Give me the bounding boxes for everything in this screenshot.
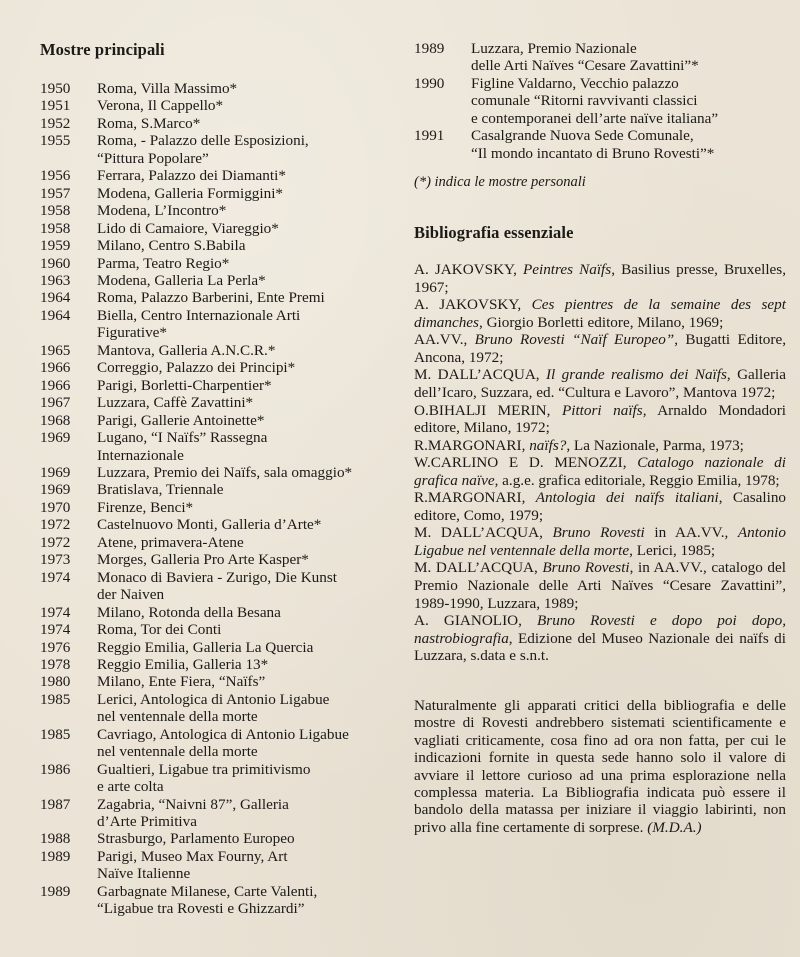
- exhibition-description: Reggio Emilia, Galleria La Quercia: [97, 638, 314, 656]
- exhibition-row: [40, 883, 395, 918]
- exhibition-description: Modena, Galleria La Perla*: [97, 271, 266, 289]
- exhibition-row: [40, 342, 395, 359]
- exhibition-description: Parigi, Museo Max Fourny, Art Naïve Italienne: [97, 847, 288, 883]
- exhibition-description: Luzzara, Premio dei Naïfs, sala omaggio*: [97, 463, 353, 481]
- exhibition-row: [40, 289, 395, 306]
- bibliography-title: Bruno Rovesti “Naïf Europeo”: [474, 331, 675, 349]
- exhibition-description: Roma, S.Marco*: [97, 114, 201, 132]
- exhibition-year: 1973: [40, 551, 71, 569]
- exhibitions-heading: Mostre principali: [40, 40, 165, 59]
- exhibition-row: [40, 202, 395, 219]
- exhibition-description: Reggio Emilia, Galleria 13*: [97, 655, 269, 673]
- exhibition-year: 1974: [40, 621, 71, 639]
- exhibition-year: 1966: [40, 376, 71, 394]
- bibliography-title: Bruno Rovesti e dopo poi dopo, nastrobiografia: [414, 612, 786, 647]
- exhibition-row: [40, 377, 395, 394]
- exhibition-description: Milano, Ente Fiera, “Naïfs”: [97, 673, 266, 691]
- exhibition-row: [40, 412, 395, 429]
- exhibition-row: [40, 848, 395, 883]
- exhibition-year: 1985: [40, 690, 71, 708]
- bibliography-author: M. DALL’ACQUA,: [414, 524, 553, 542]
- exhibition-row: [40, 569, 395, 604]
- exhibition-description: Ferrara, Palazzo dei Diamanti*: [97, 167, 286, 185]
- exhibition-row: [414, 127, 786, 162]
- exhibition-row: [40, 551, 395, 568]
- exhibition-year: 1989: [40, 882, 71, 900]
- exhibition-row: [40, 726, 395, 761]
- bibliography-author: R.MARGONARI,: [414, 489, 536, 507]
- exhibition-year: 1952: [40, 114, 71, 132]
- bibliography-title: Bruno Rovesti: [542, 559, 630, 577]
- bibliography-author: W.CARLINO E D. MENOZZI,: [414, 454, 638, 472]
- exhibition-year: 1955: [40, 132, 71, 150]
- exhibition-description: Milano, Rotonda della Besana: [97, 603, 281, 621]
- exhibition-year: 1988: [40, 830, 71, 848]
- exhibition-description: Verona, Il Cappello*: [97, 97, 224, 115]
- exhibition-description: Lido di Camaiore, Viareggio*: [97, 219, 279, 237]
- exhibition-description: Garbagnate Milanese, Carte Valenti, “Ligabue tra Rovesti e Ghizzardi”: [97, 882, 318, 918]
- exhibition-row: [40, 499, 395, 516]
- bibliography-rest: , Bugatti Editore, Ancona, 1972;: [414, 331, 786, 366]
- exhibition-year: 1972: [40, 533, 71, 551]
- bibliography-title: Peintres Naïfs: [522, 261, 612, 279]
- exhibition-year: 1989: [414, 40, 445, 57]
- exhibition-description: Parigi, Gallerie Antoinette*: [97, 411, 265, 429]
- bibliography-heading: Bibliografia essenziale: [414, 223, 574, 243]
- bibliography-entry: [414, 612, 786, 665]
- exhibition-description: Casalgrande Nuova Sede Comunale, “Il mondo incantato di Bruno Rovesti”*: [471, 127, 715, 162]
- closing-paragraph: [414, 697, 786, 837]
- exhibition-year: 1964: [40, 289, 71, 307]
- bibliography-title: Antologia dei naïfs italiani: [535, 489, 719, 507]
- exhibition-row: [40, 796, 395, 831]
- exhibition-year: 1968: [40, 411, 71, 429]
- exhibition-description: Modena, L’Incontro*: [97, 202, 227, 220]
- closing-signature: (M.D.A.): [647, 818, 702, 836]
- exhibition-year: 1989: [40, 847, 71, 865]
- exhibition-year: 1990: [414, 74, 445, 92]
- exhibition-description: Strasburgo, Parlamento Europeo: [97, 830, 295, 848]
- exhibition-row: [414, 75, 786, 127]
- exhibition-year: 1969: [40, 481, 71, 499]
- exhibition-year: 1980: [40, 673, 71, 691]
- bibliography-rest: , a.g.e. grafica editoriale, Reggio Emilia, 1978;: [494, 471, 780, 489]
- left-column: [40, 40, 395, 918]
- exhibition-description: Mantova, Galleria A.N.C.R.*: [97, 341, 276, 359]
- bibliography-entry: [414, 402, 786, 437]
- exhibition-year: 1974: [40, 603, 71, 621]
- exhibition-description: Gualtieri, Ligabue tra primitivismo e arte colta: [97, 760, 311, 796]
- exhibition-row: [40, 115, 395, 132]
- bibliography-rest: in AA.VV.,: [644, 524, 738, 542]
- exhibition-description: Modena, Galleria Formiggini*: [97, 184, 284, 202]
- bibliography-author: R.MARGONARI,: [414, 436, 530, 454]
- exhibitions-list-continued: [414, 40, 786, 162]
- exhibition-row: [40, 359, 395, 376]
- exhibition-year: 1987: [40, 795, 71, 813]
- exhibition-description: Milano, Centro S.Babila: [97, 237, 246, 255]
- exhibition-year: 1965: [40, 341, 71, 359]
- exhibition-row: [40, 534, 395, 551]
- bibliography-list: [414, 261, 786, 665]
- exhibition-year: 1959: [40, 237, 71, 255]
- exhibition-description: Parma, Teatro Regio*: [97, 254, 230, 272]
- exhibition-row: [40, 464, 395, 481]
- exhibition-row: [40, 80, 395, 97]
- exhibition-row: [40, 185, 395, 202]
- exhibition-description: Castelnuovo Monti, Galleria d’Arte*: [97, 516, 322, 534]
- exhibition-description: Roma, Palazzo Barberini, Ente Premi: [97, 289, 325, 307]
- exhibition-row: [40, 307, 395, 342]
- exhibition-year: 1960: [40, 254, 71, 272]
- bibliography-rest: , Casalino editore, Como, 1979;: [414, 489, 787, 524]
- bibliography-entry: [414, 366, 786, 401]
- personal-exhibitions-note: (*) indica le mostre personali: [414, 174, 586, 191]
- exhibition-description: Correggio, Palazzo dei Principi*: [97, 359, 296, 377]
- bibliography-rest: , in AA.VV., catalogo del Premio Nazionale delle Arti Naïves “Cesare Zavattini”, 1989-1990, Luzzara, 1989;: [414, 559, 786, 612]
- bibliography-title: Pittori naïfs: [561, 401, 643, 419]
- exhibition-row: [40, 761, 395, 796]
- right-column: [414, 40, 786, 852]
- exhibition-row: [40, 97, 395, 114]
- exhibition-row: [40, 429, 395, 464]
- exhibition-row: [40, 237, 395, 254]
- bibliography-entry: [414, 489, 786, 524]
- exhibition-row: [40, 272, 395, 289]
- exhibition-description: Roma, Tor dei Conti: [97, 621, 222, 639]
- exhibition-year: 1958: [40, 202, 71, 220]
- bibliography-rest: , Edizione del Museo Nazionale dei naïfs di Luzzara, s.data e s.n.t.: [414, 629, 786, 665]
- exhibition-description: Cavriago, Antologica di Antonio Ligabue nel ventennale della morte: [97, 725, 349, 761]
- exhibition-row: [40, 132, 395, 167]
- bibliography-author: AA.VV.,: [414, 331, 475, 349]
- bibliography-author: A. GIANOLIO,: [414, 612, 538, 630]
- exhibition-year: 1972: [40, 516, 71, 534]
- exhibition-year: 1970: [40, 498, 71, 516]
- exhibition-year: 1957: [40, 184, 71, 202]
- bibliography-rest: , Arnaldo Mondadori editore, Milano, 1972;: [414, 401, 787, 437]
- exhibition-row: [40, 255, 395, 272]
- closing-text: Naturalmente gli apparati critici della bibliografia e delle mostre di Rovesti andrebbero sistemati scientificamente e vagliati criticamente, cosa fino ad ora non fatta, per cui le indicazioni fornite in questa sede hanno solo il valore di avviare il lettore curioso ad una prima esplorazione nella complessa materia. La Bibliografia indicata può essere il bandolo della matassa per iniziare il viaggio labirinti, non privo alla fine certamente di sorprese.: [414, 696, 786, 836]
- bibliography-author: A. JAKOVSKY,: [414, 296, 532, 314]
- bibliography-title: Ces pientres de la semaine des sept dimanches: [414, 296, 786, 331]
- exhibition-description: Atene, primavera-Atene: [97, 533, 244, 551]
- bibliography-entry: [414, 454, 786, 489]
- exhibition-year: 1967: [40, 394, 71, 412]
- exhibition-year: 1958: [40, 219, 71, 237]
- bibliography-title: Bruno Rovesti: [552, 524, 645, 542]
- bibliography-title: Il grande realismo dei Naïfs: [545, 366, 727, 384]
- exhibition-year: 1951: [40, 97, 71, 115]
- exhibition-row: [414, 40, 786, 75]
- bibliography-entry: [414, 437, 786, 455]
- exhibition-description: Luzzara, Premio Nazionale delle Arti Naïves “Cesare Zavattini”*: [471, 40, 699, 75]
- exhibition-year: 1956: [40, 167, 71, 185]
- exhibition-row: [40, 167, 395, 184]
- exhibition-year: 1969: [40, 463, 71, 481]
- exhibition-year: 1991: [414, 127, 445, 145]
- exhibition-year: 1985: [40, 725, 71, 743]
- exhibition-row: [40, 516, 395, 533]
- bibliography-author: M. DALL’ACQUA,: [414, 366, 546, 384]
- exhibition-row: [40, 604, 395, 621]
- exhibition-description: Monaco di Baviera - Zurigo, Die Kunst der Naiven: [97, 568, 337, 604]
- exhibition-description: Bratislava, Triennale: [97, 481, 224, 499]
- exhibition-year: 1986: [40, 760, 71, 778]
- exhibition-description: Lugano, “I Naïfs” Rassegna Internazionale: [97, 429, 268, 464]
- exhibition-description: Roma, - Palazzo delle Esposizioni, “Pittura Popolare”: [97, 132, 309, 167]
- exhibition-year: 1963: [40, 271, 71, 289]
- exhibition-year: 1969: [40, 429, 71, 447]
- bibliography-rest: , Giorgio Borletti editore, Milano, 1969;: [478, 313, 724, 331]
- exhibition-description: Figline Valdarno, Vecchio palazzo comunale “Ritorni ravvivanti classici e contemporanei dell’arte naïve italiana”: [471, 74, 719, 127]
- bibliography-entry: [414, 331, 786, 366]
- exhibition-year: 1976: [40, 638, 71, 656]
- bibliography-rest: , La Nazionale, Parma, 1973;: [566, 436, 744, 454]
- bibliography-author: M. DALL’ACQUA,: [414, 559, 543, 577]
- exhibition-year: 1950: [40, 80, 71, 97]
- exhibition-description: Morges, Galleria Pro Arte Kasper*: [97, 551, 309, 569]
- exhibition-description: Firenze, Benci*: [97, 498, 194, 516]
- exhibition-year: 1978: [40, 655, 71, 673]
- exhibition-row: [40, 481, 395, 498]
- exhibition-row: [40, 656, 395, 673]
- exhibition-description: Parigi, Borletti-Charpentier*: [97, 376, 272, 394]
- exhibition-description: Biella, Centro Internazionale Arti Figurative*: [97, 306, 301, 342]
- exhibition-row: [40, 639, 395, 656]
- bibliography-entry: [414, 524, 786, 559]
- exhibition-row: [40, 621, 395, 638]
- exhibition-description: Roma, Villa Massimo*: [97, 80, 238, 97]
- exhibition-description: Lerici, Antologica di Antonio Ligabue nel ventennale della morte: [97, 690, 330, 726]
- bibliography-entry: [414, 296, 786, 331]
- bibliography-rest: , Basilius presse, Bruxelles, 1967;: [414, 261, 786, 296]
- exhibition-row: [40, 691, 395, 726]
- exhibition-year: 1974: [40, 568, 71, 586]
- bibliography-title: Catalogo nazionale di grafica naïve: [414, 454, 786, 489]
- bibliography-entry: [414, 261, 786, 296]
- bibliography-rest: , Lerici, 1985;: [629, 541, 716, 559]
- bibliography-rest: , Galleria dell’Icaro, Suzzara, ed. “Cultura e Lavoro”, Mantova 1972;: [414, 366, 786, 401]
- exhibition-year: 1966: [40, 359, 71, 377]
- exhibition-description: Zagabria, “Naivni 87”, Galleria d’Arte Primitiva: [97, 795, 289, 831]
- exhibitions-list: [40, 80, 395, 918]
- bibliography-author: A. JAKOVSKY,: [414, 261, 523, 279]
- exhibition-row: [40, 830, 395, 847]
- bibliography-entry: [414, 559, 786, 612]
- exhibition-row: [40, 220, 395, 237]
- exhibition-year: 1964: [40, 306, 71, 324]
- exhibition-row: [40, 673, 395, 690]
- exhibition-row: [40, 394, 395, 411]
- bibliography-title: Antonio Ligabue nel ventennale della morte: [414, 524, 786, 559]
- exhibition-description: Luzzara, Caffè Zavattini*: [97, 394, 254, 412]
- bibliography-title: naïfs?: [529, 436, 567, 454]
- bibliography-author: O.BIHALJI MERIN,: [414, 401, 562, 419]
